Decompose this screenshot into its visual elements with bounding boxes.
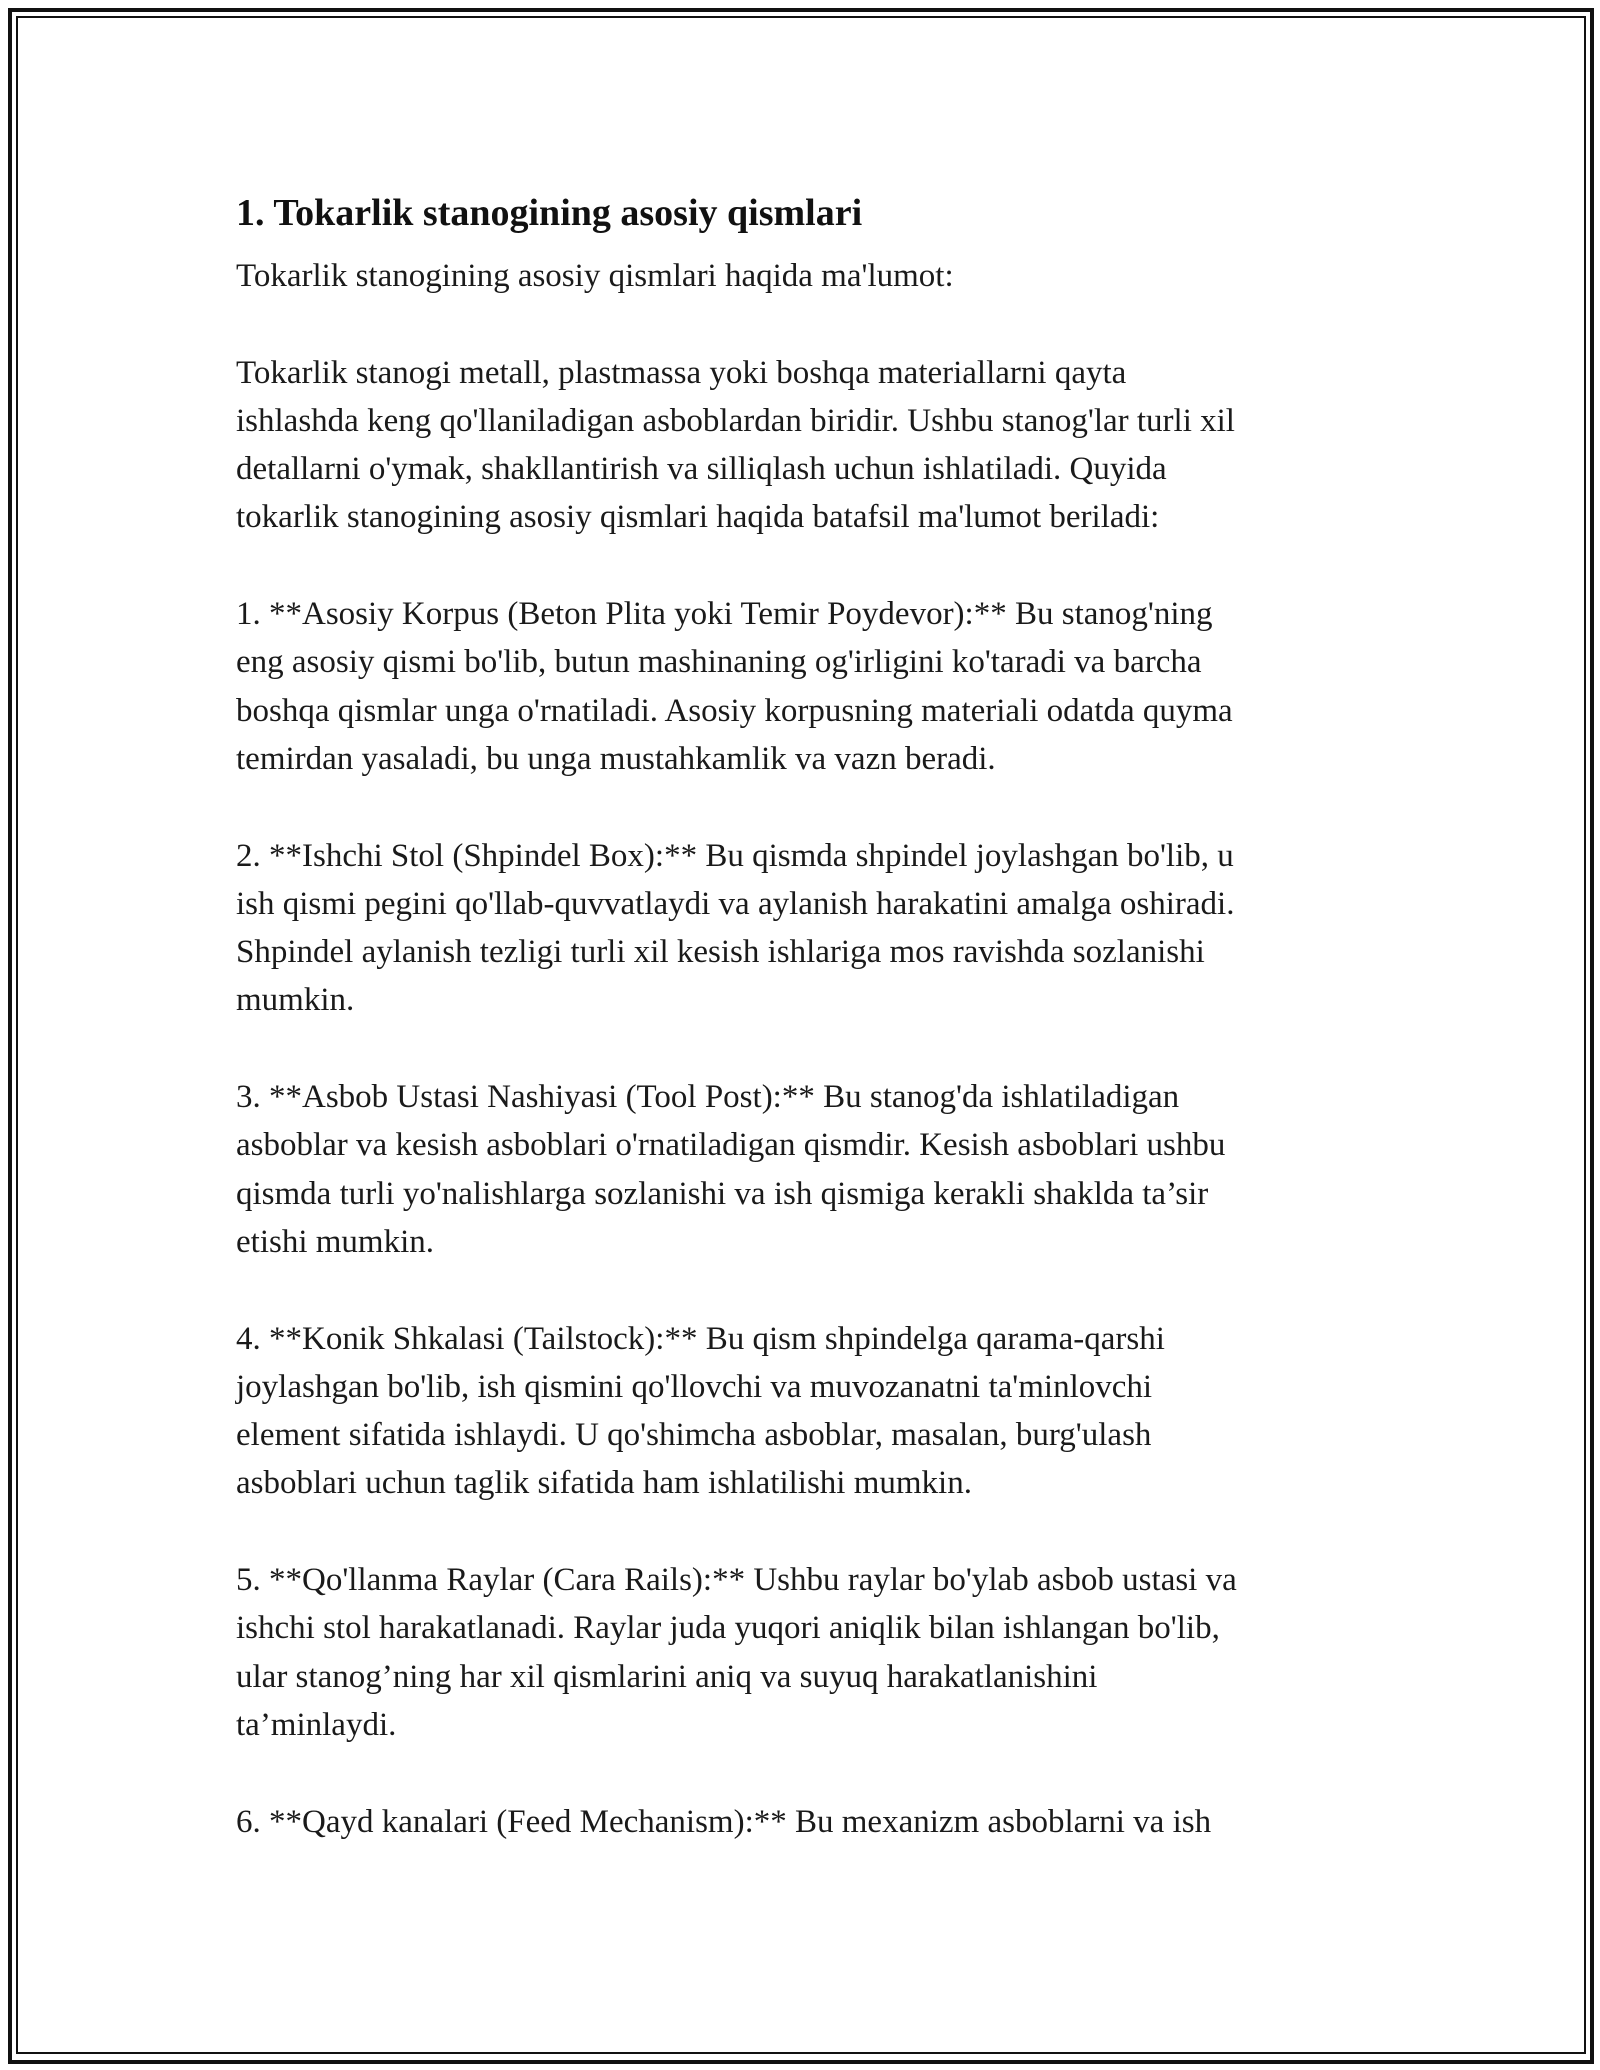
section-heading: 1. Tokarlik stanogining asosiy qismlari (236, 192, 863, 234)
intro-paragraph: Tokarlik stanogining asosiy qismlari haqida ma'lumot: (236, 258, 954, 294)
spacer (236, 300, 1376, 348)
spacer (236, 783, 1376, 831)
overview-paragraph: Tokarlik stanogi metall, plastmassa yoki boshqa materiallarni qayta ishlashda keng qo'llaniladigan asboblardan biridir. Ushbu stanog'lar turli xil detallarni o'ymak, shakllantirish va silliqlash uchun ishlatiladi. Quyida tokarlik stanogining asosiy qismlari haqida batafsil ma'lumot beriladi: (236, 354, 1235, 536)
list-item-tailstock: 4. **Konik Shkalasi (Tailstock):** Bu qism shpindelga qarama-qarshi joylashgan bo'lib, ish qismini qo'llovchi va muvozanatni ta'minlovchi element sifatida ishlaydi. U qo'shimcha asboblar, masalan, burg'ulash asboblari uchun taglik sifatida ham ishlatilishi mumkin. (236, 1320, 1165, 1502)
document-body (236, 180, 1376, 1846)
spacer (236, 542, 1376, 590)
spacer (236, 1749, 1376, 1797)
list-item-tool-post: 3. **Asbob Ustasi Nashiyasi (Tool Post):** Bu stanog'da ishlatiladigan asboblar va kesish asboblari o'rnatiladigan qismdir. Kesish asboblari ushbu qismda turli yo'nalishlarga sozlanishi va ish qismiga kerakli shaklda ta’sir etishi mumkin. (236, 1079, 1226, 1260)
spacer (236, 1508, 1376, 1556)
list-item-body-frame: 1. **Asosiy Korpus (Beton Plita yoki Temir Poydevor):** Bu stanog'ning eng asosiy qismi bo'lib, butun mashinaning og'irligini ko'taradi va barcha boshqa qismlar unga o'rnatiladi. Asosiy korpusning materiali odatda quyma temirdan yasaladi, bu unga mustahkamlik va vazn beradi. (236, 596, 1233, 777)
list-item-headstock: 2. **Ishchi Stol (Shpindel Box):** Bu qismda shpindel joylashgan bo'lib, u ish qismi pegini qo'llab-quvvatlaydi va aylanish harakatini amalga oshiradi. Shpindel aylanish tezligi turli xil kesish ishlariga mos ravishda sozlanishi mumkin. (236, 837, 1235, 1019)
spacer (236, 1025, 1376, 1073)
list-item-guide-rails: 5. **Qo'llanma Raylar (Cara Rails):** Ushbu raylar bo'ylab asbob ustasi va ishchi stol harakatlanadi. Raylar juda yuqori aniqlik bilan ishlangan bo'lib, ular stanog’ning har xil qismlarini aniq va suyuq harakatlanishini ta’minlaydi. (236, 1562, 1237, 1743)
list-item-feed-mechanism: 6. **Qayd kanalari (Feed Mechanism):** Bu mexanizm asboblarni va ish (236, 1803, 1212, 1840)
spacer (236, 1266, 1376, 1314)
